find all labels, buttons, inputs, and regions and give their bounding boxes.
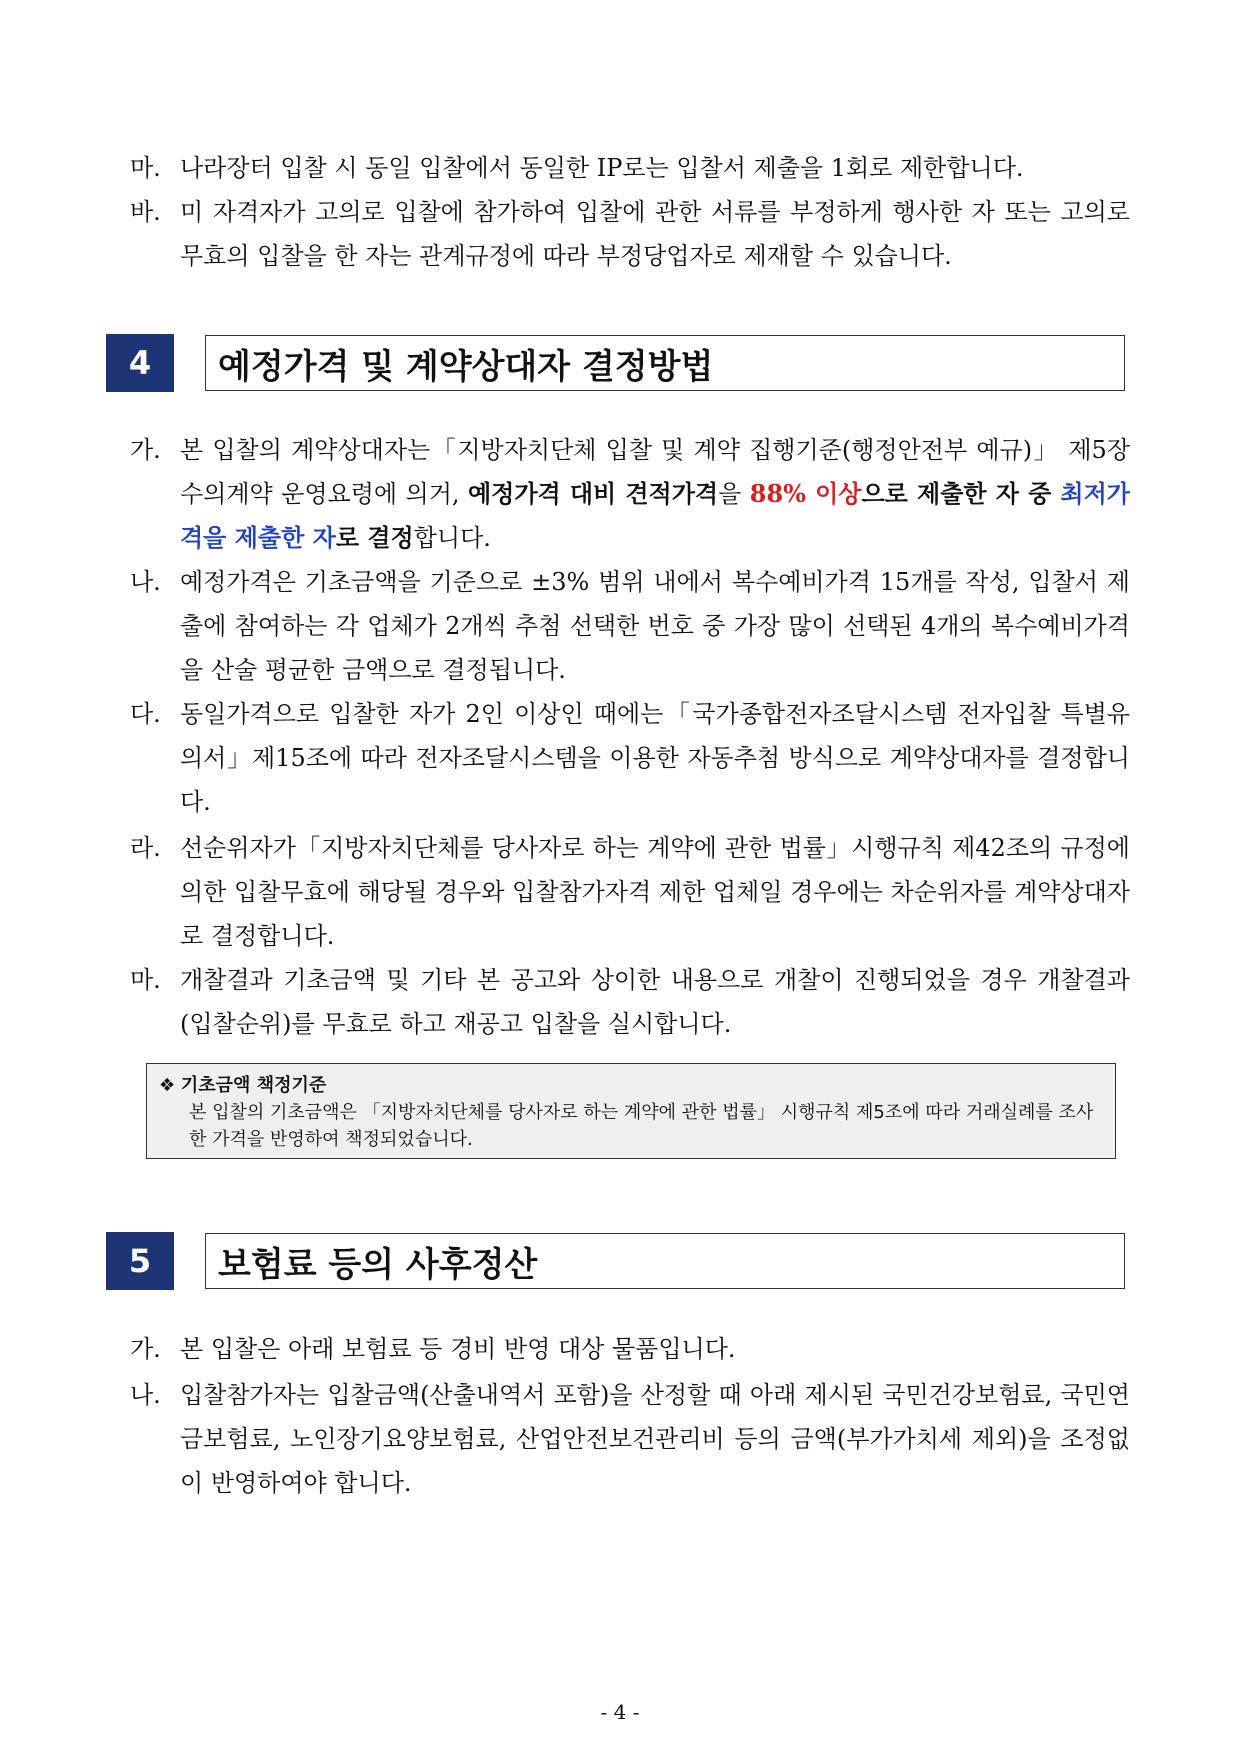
item-text: 동일가격으로 입찰한 자가 2인 이상인 때에는「국가종합전자조달시스템 전자입찰 특별유의서」제15조에 따라 전자조달시스템을 이용한 자동추첨 방식으로 계약상대자를 결정합니다.: [180, 700, 1130, 816]
note-title-row: [159, 1072, 1103, 1099]
item-na-sec5: [130, 1373, 1130, 1505]
diamond-bullet-icon: ❖: [159, 1075, 176, 1096]
item-marker: 다.: [130, 700, 161, 728]
item-ba-top: [130, 190, 1130, 278]
item-marker: 마.: [130, 154, 161, 182]
section-number-badge: 4: [106, 334, 174, 392]
item-text: 개찰결과 기초금액 및 기타 본 공고와 상이한 내용으로 개찰이 진행되었을 경우 개찰결과(입찰순위)를 무효로 하고 재공고 입찰을 실시합니다.: [180, 966, 1130, 1038]
item-ga-sec5: [130, 1327, 1130, 1371]
note-body: 본 입찰의 기초금액은 「지방자치단체를 당사자로 하는 계약에 관한 법률」 시행규칙 제5조에 따라 거래실례를 조사한 가격을 반영하여 책정되었습니다.: [189, 1102, 1094, 1150]
item-marker: 나.: [130, 568, 161, 596]
note-box: [146, 1063, 1116, 1159]
item-text: 선순위자가「지방자치단체를 당사자로 하는 계약에 관한 법률」시행규칙 제42조의 규정에 의한 입찰무효에 해당될 경우와 입찰참가자격 제한 업체일 경우에는 차순위자를 계약상대자로 결정합니다.: [180, 834, 1130, 950]
threshold-highlight: 88% 이상: [749, 479, 862, 508]
item-text: 입찰참가자는 입찰금액(산출내역서 포함)을 산정할 때 아래 제시된 국민건강보험료, 국민연금보험료, 노인장기요양보험료, 산업안전보건관리비 등의 금액(부가가치세 제외)을 조정없이 반영하여야 합니다.: [180, 1381, 1130, 1497]
item-ma-sec4: [130, 958, 1130, 1046]
section-title: 예정가격 및 계약상대자 결정방법: [205, 335, 1125, 391]
item-text: 나라장터 입찰 시 동일 입찰에서 동일한 IP로는 입찰서 제출을 1회로 제한합니다.: [180, 154, 1024, 182]
item-text: 본 입찰의 계약상대자는「지방자치단체 입찰 및 계약 집행기준(행정안전부 예규)」 제5장 수의계약 운영요령에 의거, 예정가격 대비 견적가격을 88% 이상으로 제출한 자 중 최저가격을 제출한 자로 결정합니다.: [180, 436, 1130, 552]
item-marker: 마.: [130, 966, 161, 994]
item-marker: 라.: [130, 834, 161, 862]
item-text: 예정가격은 기초금액을 기준으로 ±3% 범위 내에서 복수예비가격 15개를 작성, 입찰서 제출에 참여하는 각 업체가 2개씩 추첨 선택한 번호 중 가장 많이 선택된 4개의 복수예비가격을 산술 평균한 금액으로 결정됩니다.: [180, 568, 1130, 684]
item-ma-top: [130, 146, 1130, 190]
item-da-sec4: [130, 692, 1130, 824]
item-ga-sec4: [130, 428, 1130, 560]
item-ra-sec4: [130, 826, 1130, 958]
item-text: 본 입찰은 아래 보험료 등 경비 반영 대상 물품입니다.: [180, 1335, 736, 1363]
emphasis-text: 예정가격 대비 견적가격: [467, 479, 719, 508]
lowest-price-highlight: 최저가격을 제출한 자: [180, 479, 1130, 552]
item-marker: 바.: [130, 198, 161, 226]
item-na-sec4: [130, 560, 1130, 692]
section-number-badge: 5: [106, 1232, 174, 1290]
item-marker: 가.: [130, 436, 161, 464]
page-number: - 4 -: [600, 1700, 640, 1724]
item-text: 미 자격자가 고의로 입찰에 참가하여 입찰에 관한 서류를 부정하게 행사한 자 또는 고의로 무효의 입찰을 한 자는 관계규정에 따라 부정당업자로 제재할 수 있습니다.: [180, 198, 1130, 270]
item-marker: 가.: [130, 1335, 161, 1363]
note-title: 기초금액 책정기준: [180, 1075, 327, 1096]
item-marker: 나.: [130, 1381, 161, 1409]
section-title: 보험료 등의 사후정산: [205, 1233, 1125, 1289]
